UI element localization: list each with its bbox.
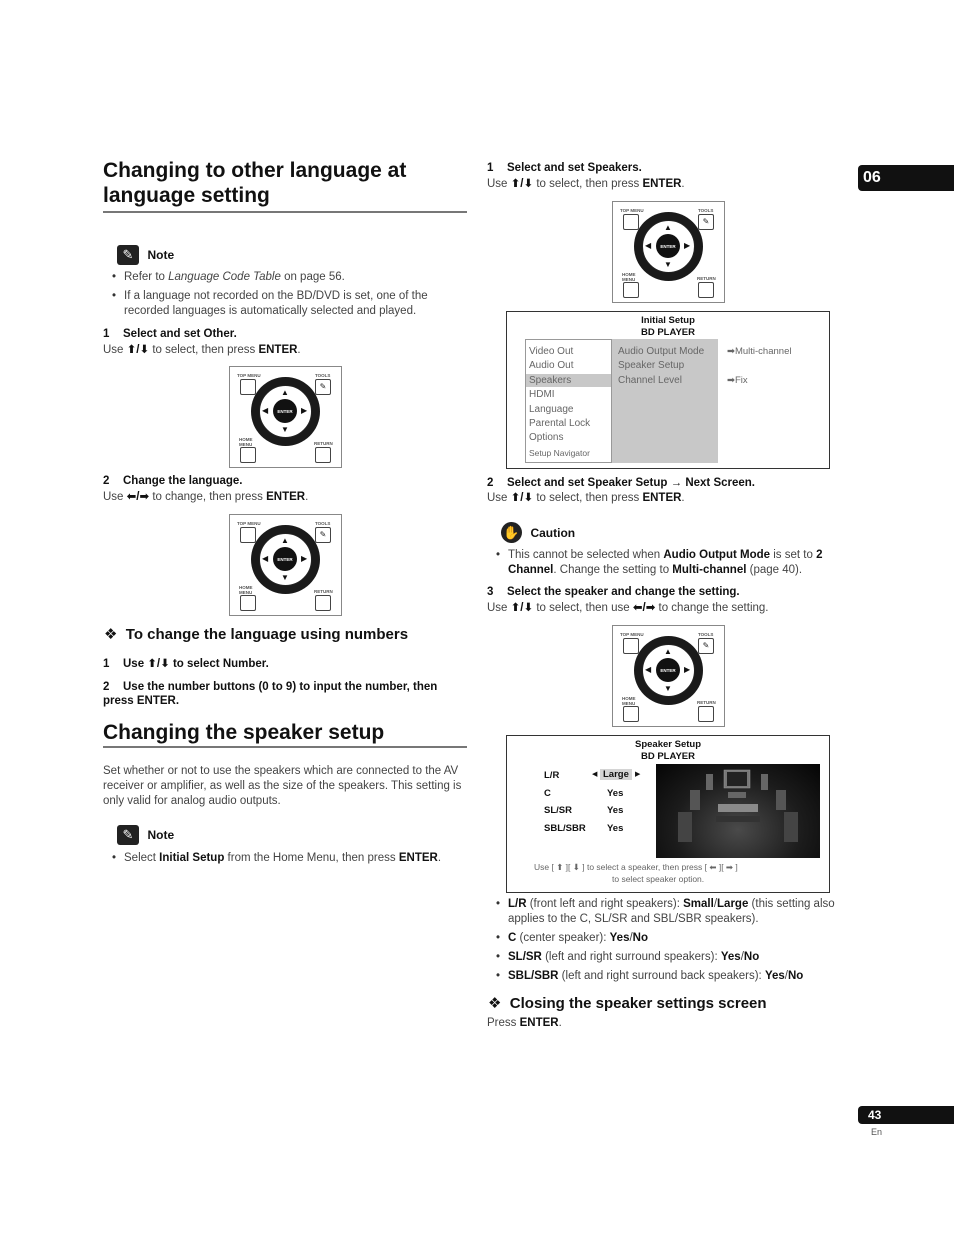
caution-list [494, 548, 849, 578]
note-pencil-icon: ✎ [117, 245, 139, 265]
left-arrow-icon[interactable]: ◀ [262, 554, 269, 563]
left-arrow-icon[interactable]: ◀ [645, 241, 652, 250]
diamond-bullet-icon: ❖ [104, 626, 118, 643]
chapter-number: 06 [863, 169, 881, 186]
caution-bullet: • This cannot be selected when Audio Output Mode is set to 2 Channel. Change the setting to Multi-channel (page 40). [494, 548, 849, 578]
note2-list [110, 851, 470, 866]
right-arrow-icon[interactable]: ▶ [684, 665, 691, 674]
return-button[interactable] [315, 595, 331, 611]
menu-item-setup-navigator[interactable]: Setup Navigator [529, 447, 590, 458]
left-arrow-icon[interactable]: ◀ [262, 406, 269, 415]
menu-item-audio-out[interactable]: Audio Out [529, 360, 574, 372]
submenu-speaker-setup[interactable]: Speaker Setup [618, 360, 685, 372]
section2-rule [103, 746, 467, 748]
down-arrow-icon[interactable]: ▼ [281, 425, 289, 434]
lr-value-selected[interactable]: Large [600, 769, 632, 780]
left-arrow-icon[interactable]: ◀ [645, 665, 652, 674]
remote-illustration-1: TOP MENU TOOLS ✎ ENTER ▲ ▼ ◀ ▶ HOME MENU RETURN [229, 366, 342, 468]
up-arrow-icon[interactable]: ▲ [664, 223, 672, 232]
menu-item-options[interactable]: Options [529, 432, 564, 444]
speaker-layout-image [656, 764, 820, 858]
caution-hand-icon: ✋ [501, 522, 522, 543]
initial-setup-screen [506, 311, 830, 469]
up-arrow-icon[interactable]: ▲ [664, 647, 672, 656]
speaker-row-slsr[interactable]: SL/SR Yes [544, 805, 624, 816]
option-lr: • L/R (front left and right speakers): Small/Large (this setting also applies to the C, SL/SR and SBL/SBR speakers). [494, 897, 854, 927]
enter-button[interactable]: ENTER [273, 547, 297, 571]
section2-title: Changing the speaker setup [103, 721, 385, 744]
top-menu-button[interactable] [240, 379, 256, 395]
option-slsr: • SL/SR (left and right surround speakers): Yes/No [494, 950, 854, 965]
note-pencil-icon: ✎ [117, 825, 139, 845]
enter-button[interactable]: ENTER [273, 399, 297, 423]
speaker-setup-screen [506, 735, 830, 893]
note1-header: ✎ Note [117, 245, 174, 265]
submenu-channel-level[interactable]: Channel Level [618, 374, 682, 386]
menu-item-hdmi[interactable]: HDMI [529, 389, 555, 401]
top-menu-button[interactable] [623, 638, 639, 654]
remote-illustration-2: TOP MENU TOOLS ✎ ENTER ▲ ▼ ◀ ▶ HOME MENU RETURN [229, 514, 342, 616]
screen2-title: Speaker Setup BD PLAYER [635, 739, 701, 762]
page-number: 43 [868, 1108, 882, 1122]
diamond-bullet-icon: ❖ [488, 995, 502, 1012]
note1-bullet-1: • Refer to Language Code Table on page 56. [110, 270, 465, 285]
section2-paragraph: Set whether or not to use the speakers which are connected to the AV receiver or amplifier, as well as the size of the speakers. This setting is only valid for analog audio outputs. [103, 765, 462, 807]
tools-button[interactable]: ✎ [698, 638, 714, 654]
section1-rule [103, 211, 467, 213]
tools-button[interactable]: ✎ [315, 527, 331, 543]
screen1-title: Initial Setup BD PLAYER [640, 315, 696, 338]
right-step1-instr: Use ⬆/⬇ to select, then press ENTER. [487, 178, 685, 190]
language-code: En [871, 1127, 883, 1137]
numbers-subsection-title: ❖ To change the language using numbers [104, 626, 409, 643]
speaker-row-sblsbr[interactable]: SBL/SBR Yes [544, 823, 624, 834]
submenu-audio-output-mode[interactable]: Audio Output Mode [618, 346, 705, 357]
right-step1-title: 1 Select and set Speakers. [487, 162, 642, 174]
note1-bullet-2: • If a language not recorded on the BD/DVD is set, one of the recorded languages is automatically selected and played. [110, 289, 465, 319]
top-menu-button[interactable] [240, 527, 256, 543]
tools-button[interactable]: ✎ [315, 379, 331, 395]
return-button[interactable] [315, 447, 331, 463]
return-button[interactable] [698, 706, 714, 722]
screen2-hint: Use [ ⬆ ][ ⬇ ] to select a speaker, then press [ ⬅ ][ ➡ ] to select speaker option. [534, 862, 738, 884]
note2-bullet: • Select Initial Setup from the Home Menu, then press ENTER. [110, 851, 470, 866]
home-menu-button[interactable] [240, 595, 256, 611]
caution-header: ✋ Caution [501, 522, 575, 543]
note2-header: ✎ Note [117, 825, 174, 845]
enter-button[interactable]: ENTER [656, 234, 680, 258]
left-step2-instr: Use ⬅/➡ to change, then press ENTER. [103, 491, 309, 503]
page-number-tab [858, 1106, 954, 1124]
option-c: • C (center speaker): Yes/No [494, 931, 854, 946]
enter-button[interactable]: ENTER [656, 658, 680, 682]
note1-list [110, 270, 465, 319]
up-arrow-icon[interactable]: ▲ [281, 388, 289, 397]
chapter-tab [858, 165, 954, 191]
right-caret-icon[interactable]: ▶ [635, 771, 641, 778]
speaker-row-lr[interactable]: L/R ◀ Large ▶ [544, 769, 641, 781]
menu-item-video-out[interactable]: Video Out [529, 346, 574, 357]
menu-item-language[interactable]: Language [529, 403, 574, 415]
screen1-menu [527, 345, 609, 460]
right-arrow-icon[interactable]: ▶ [301, 406, 308, 415]
home-menu-button[interactable] [623, 282, 639, 298]
screen1-submenu [616, 345, 720, 388]
up-arrow-icon[interactable]: ▲ [281, 536, 289, 545]
left-step2-title: 2 Change the language. [103, 475, 243, 487]
screen1-value-fix: ➡Fix [727, 375, 748, 386]
closing-instr: Press ENTER. [487, 1017, 562, 1029]
down-arrow-icon[interactable]: ▼ [664, 684, 672, 693]
num-step1: 1 Use ⬆/⬇ to select Number. [103, 658, 269, 670]
right-step2-title: 2 Select and set Speaker Setup → Next Screen. [487, 477, 755, 489]
closing-subsection-title: ❖ Closing the speaker settings screen [488, 995, 767, 1012]
num-step2: 2 Use the number buttons (0 to 9) to input the number, then press ENTER. [103, 681, 438, 707]
home-menu-button[interactable] [240, 447, 256, 463]
right-step2-instr: Use ⬆/⬇ to select, then press ENTER. [487, 492, 685, 504]
left-step1-instr: Use ⬆/⬇ to select, then press ENTER. [103, 344, 301, 356]
screen1-value-multichannel: ➡Multi-channel [727, 346, 792, 357]
speaker-options-list [494, 897, 854, 984]
menu-item-speakers[interactable]: Speakers [529, 374, 572, 386]
right-arrow-icon[interactable]: ▶ [301, 554, 308, 563]
top-menu-button[interactable] [623, 214, 639, 230]
down-arrow-icon[interactable]: ▼ [281, 573, 289, 582]
right-step3-title: 3 Select the speaker and change the setting. [487, 586, 740, 598]
remote-illustration-4: TOP MENU TOOLS ✎ ENTER ▲ ▼ ◀ ▶ HOME MENU RETURN [612, 625, 725, 727]
speaker-row-c[interactable]: C Yes [544, 788, 624, 799]
down-arrow-icon[interactable]: ▼ [664, 260, 672, 269]
option-sblsbr: • SBL/SBR (left and right surround back speakers): Yes/No [494, 969, 854, 984]
tools-button[interactable]: ✎ [698, 214, 714, 230]
remote-illustration-3: TOP MENU TOOLS ✎ ENTER ▲ ▼ ◀ ▶ HOME MENU RETURN [612, 201, 725, 303]
right-step3-instr: Use ⬆/⬇ to select, then use ⬅/➡ to change the setting. [487, 602, 769, 614]
right-arrow-icon[interactable]: ▶ [684, 241, 691, 250]
menu-item-parental-lock[interactable]: Parental Lock [529, 418, 591, 430]
home-menu-button[interactable] [623, 706, 639, 722]
left-step1-title: 1 Select and set Other. [103, 328, 237, 340]
section1-title: Changing to other language at language setting [103, 159, 407, 207]
left-caret-icon[interactable]: ◀ [592, 771, 598, 778]
return-button[interactable] [698, 282, 714, 298]
